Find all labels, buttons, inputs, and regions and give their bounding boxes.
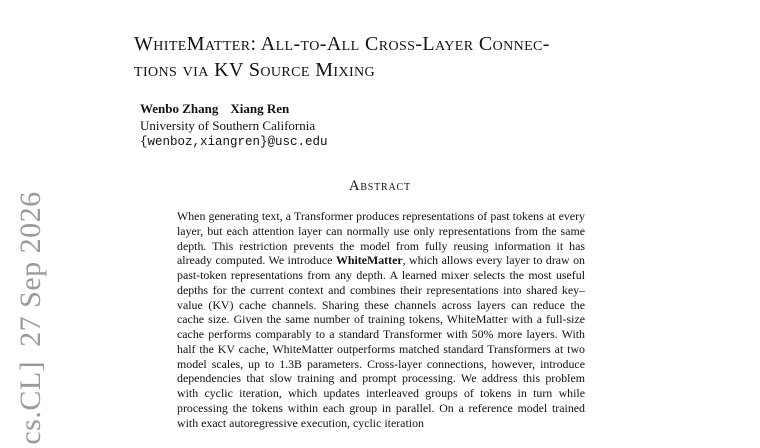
paper-title <box>134 31 654 83</box>
abstract-text-part-1: When generating text, a Transformer produces representations of past tokens at every layer, but each attention layer can normally use only representations from the same depth. This restriction prevents the model from fully reusing information it has already computed. We introduce <box>177 209 585 268</box>
abstract-paragraph <box>177 209 585 430</box>
arxiv-category: cs.CL] <box>14 360 47 445</box>
author-name: Xiang Ren <box>230 101 290 116</box>
abstract-heading: Abstract <box>349 178 411 194</box>
author-block <box>140 100 328 151</box>
author-name: Wenbo Zhang <box>140 101 219 116</box>
abstract-model-name: WhiteMatter <box>335 253 403 268</box>
title-model-name: WhiteMatter <box>134 33 251 55</box>
abstract-text-part-2: , which allows every layer to draw on past-token representations from any depth. A learned mixer selects the most useful depths for the current context and combines their representations into shared key–value (KV) cache channels. Sharing these channels across layers can reduce the cache size. Given the same number of training tokens, WhiteMatter with a full-size cache performs comparably to a standard Transformer with 50% more layers. With half the KV cache, WhiteMatter outperforms matched standard Transformers at two model scales, up to 1.3B parameters. Cross-layer connections, however, introduce dependencies that slow training and prompt processing. We address this problem with cyclic iteration, which updates interleaved groups of tokens in turn while processing the tokens within each group in parallel. On a reference model trained with exact autoregressive execution, cyclic iteration <box>177 253 585 430</box>
arxiv-date: 27 Sep 2026 <box>14 191 47 347</box>
author-names <box>140 100 328 117</box>
title-part-1: : All-to-All Cross-Layer Connec- <box>250 33 550 55</box>
author-affiliation: University of Southern California <box>140 118 316 133</box>
arxiv-identifier-stamp <box>12 188 50 448</box>
title-part-2: tions via KV Source Mixing <box>134 59 376 81</box>
author-email: {wenboz,xiangren}@usc.edu <box>140 135 328 149</box>
abstract-body <box>177 209 585 430</box>
